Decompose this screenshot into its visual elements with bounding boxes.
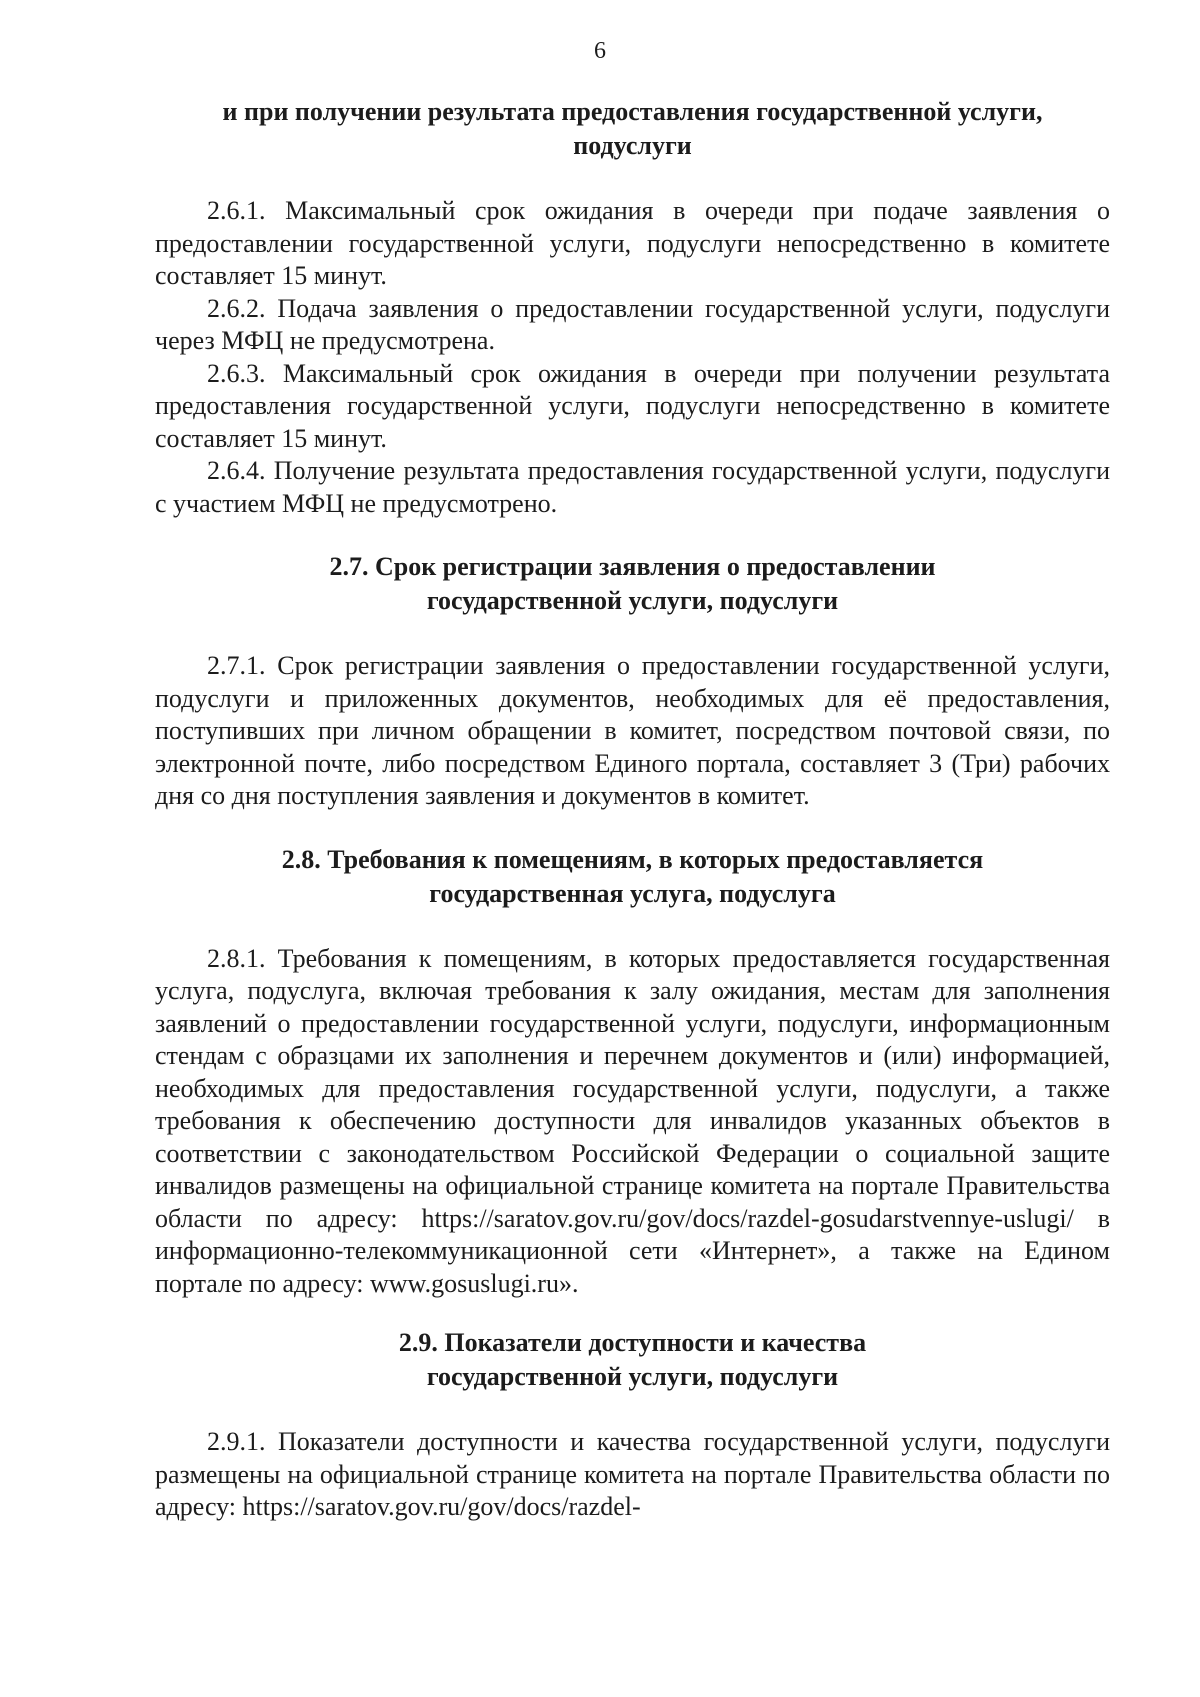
paragraph-2-9-1: 2.9.1. Показатели доступности и качества государственной услуги, подуслуги размещены на официальной странице комитета на портале Правительства области по адресу: https://saratov.gov.ru/gov/docs/razdel-	[155, 1427, 1110, 1521]
paragraph-2-8-1: 2.8.1. Требования к помещениям, в которых предоставляется государственная услуга, подуслуга, включая требования к залу ожидания, местам для заполнения заявлений о предоставлении государственной услуги, подуслуги, информационным стендам с образцами их заполнения и перечнем документов и (или) информацией, необходимых для предоставления государственной услуги, подуслуги, а также требования к обеспечению доступности для инвалидов указанных объектов в соответствии с законодательством Российской Федерации о социальной защите инвалидов размещены на официальной странице комитета на портале Правительства области по адресу: https://saratov.gov.ru/gov/docs/razdel-gosudarstvennye-uslugi/ в информационно-телекоммуникационной сети «Интернет», а также на Едином портале по адресу: www.gosuslugi.ru».	[155, 943, 1110, 1298]
paragraph-2-6-2: 2.6.2. Подача заявления о предоставлении государственной услуги, подуслуги через МФЦ не предусмотрена.	[155, 293, 1110, 355]
section-2-7-title-line-1: 2.7. Срок регистрации заявления о предоставлении	[329, 552, 936, 581]
section-2-8-title-line-1: 2.8. Требования к помещениям, в которых предоставляется	[281, 844, 984, 874]
paragraph-2-6-4: 2.6.4. Получение результата предоставления государственной услуги, подуслуги с участием МФЦ не предусмотрено.	[155, 456, 1110, 518]
continued-heading-line-2: подуслуги	[573, 131, 692, 160]
paragraph-2-7-1: 2.7.1. Срок регистрации заявления о предоставлении государственной услуги, подуслуги и приложенных документов, необходимых для её предоставления, поступивших при личном обращении в комитет, посредством почтовой связи, по электронной почте, либо посредством Единого портала, составляет 3 (Три) рабочих дня со дня поступления заявления и документов в комитет.	[155, 651, 1110, 810]
section-2-9-title-line-1: 2.9. Показатели доступности и качества	[398, 1328, 867, 1357]
section-2-9-title-line-2: государственной услуги, подуслуги	[426, 1362, 839, 1391]
paragraph-2-6-1: 2.6.1. Максимальный срок ожидания в очереди при подаче заявления о предоставлении государственной услуги, подуслуги непосредственно в комитете составляет 15 минут.	[155, 196, 1110, 290]
paragraph-2-6-3: 2.6.3. Максимальный срок ожидания в очереди при получении результата предоставления государственной услуги, подуслуги непосредственно в комитете составляет 15 минут.	[155, 358, 1110, 453]
document-body	[155, 95, 1110, 1524]
page-number: 6	[594, 38, 606, 64]
section-2-7-title-line-2: государственной услуги, подуслуги	[426, 586, 839, 615]
continued-heading-line-1: и при получении результата предоставления государственной услуги,	[222, 97, 1043, 126]
section-2-8-title-line-2: государственная услуга, подуслуга	[429, 878, 836, 908]
